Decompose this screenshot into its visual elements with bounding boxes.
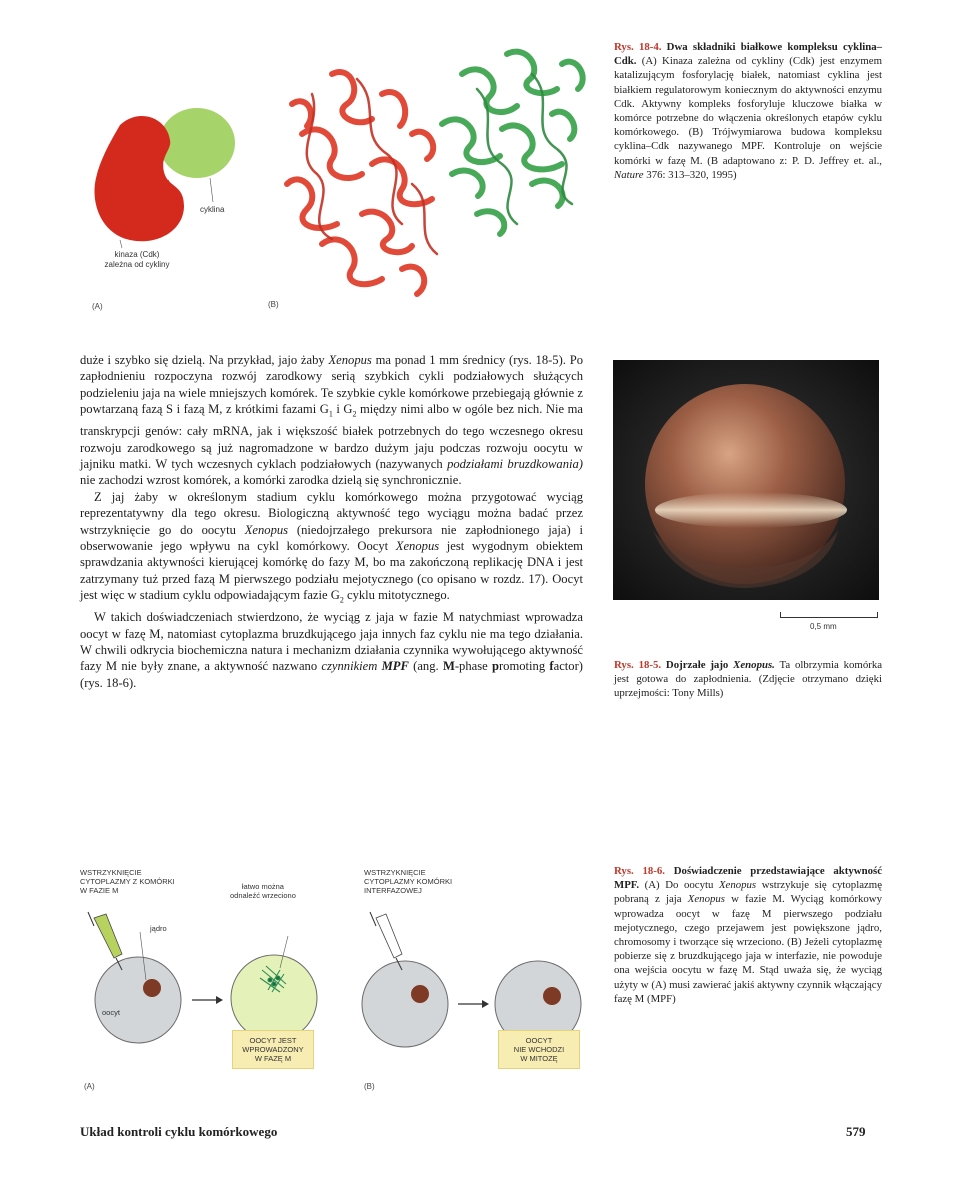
- result-box-a: OOCYT JEST WPROWADZONY W FAZĘ M: [232, 1030, 314, 1069]
- paragraph-1: duże i szybko się dzielą. Na przykład, jajo żaby Xenopus ma ponad 1 mm średnicy (rys. 18-5). Po zapłodnieniu rozpoczyna rozwój zarodkowy serią szybkich cykli podziałowych służących podzieleniu jaja na wiele mniejszych komórek. Te szybkie cykle komórkowe przebiegają głównie z powtarzaną fazą S i fazą M, z krótkimi fazami $G_1$ i $G_2$ między nimi albo w ogóle bez nich. Nie ma transkrypcji genów: cały mRNA, jak i większość białek potrzebnych do tego wczesnego okresu rozwoju zarodkowego są już nagromadzone w bardzo dużym jaju podczas rozwoju oocytu w jajniku matki. W tych wczesnych cyklach podziałowych (nazywanych podziałami bruzdkowania) nie zachodzi wzrost komórek, a komórki zarodka dzielą się synchronicznie.: [80, 353, 583, 488]
- cyclin-label: cyklina: [200, 205, 225, 214]
- cdk-cyclin-schematic: [80, 80, 280, 320]
- paragraph-3: W takich doświadczeniach stwierdzono, że wyciąg z jaja w fazie M natychmiast wprowadza oocyt w fazę M, natomiast cytoplazma bruzdkującego jaja innych faz cyklu nie ma tego działania. W chwili odkrycia biochemiczna natura i mechanizm działania czynnika wywołującego aktywność fazy M nie były znane, a aktywność nazwano czynnikiem MPF (ang. M-phase promoting factor) (rys. 18-6).: [80, 610, 583, 690]
- chapter-title-footer: Układ kontroli cyklu komórkowego: [80, 1124, 278, 1139]
- paragraph-2: Z jaj żaby w określonym stadium cyklu komórkowego można przygotować wyciąg reprezentatywny dla tego okresu. Biologiczną aktywność tego wyciągu można badać przez wstrzyknięcie go do oocytu Xenopus (niedojrzałego prekursora nie zapłodnionego jaja) i obserwowanie jego wpływu na cykl komórkowy. Oocyt Xenopus jest wygodnym obiektem sprawdzania aktywności kierującej komórkę do fazy M, bo ma zakończoną replikację DNA i jest zatrzymany tuż przed fazą M pierwszego podziału mejotycznego (co opisano w rozdz. 17). Oocyt jest więc w stadium cyklu odpowiadającym fazie $G_2$ cyklu mitotycznego.: [80, 489, 583, 605]
- figure-18-6: [80, 868, 600, 1098]
- figure-18-4-panel-a: [80, 80, 280, 320]
- panel-b-header: WSTRZYKNIĘCIE CYTOPLAZMY KOMÓRKI INTERFAZOWEJ: [364, 868, 453, 895]
- pipette-b: [376, 914, 402, 958]
- kinase-label: kinaza (Cdk) zależna od cykliny: [104, 250, 170, 269]
- panel-b-label: (B): [268, 300, 279, 309]
- arrow-b: [482, 1000, 489, 1008]
- fig186-panel-a-label: (A): [84, 1082, 95, 1091]
- oocyte-b-before: [362, 961, 448, 1047]
- scale-bar: [780, 612, 878, 618]
- panel-a-label: (A): [92, 302, 103, 311]
- nucleus-b: [411, 985, 429, 1003]
- nucleus-b-after: [543, 987, 561, 1005]
- oocyte-a-after: [231, 955, 317, 1041]
- fig186-panel-b-label: (B): [364, 1082, 375, 1091]
- nucleus-a: [143, 979, 161, 997]
- scale-bar-label: 0,5 mm: [810, 622, 837, 631]
- xenopus-egg-image: [613, 360, 879, 600]
- oocyte-a-before: [95, 957, 181, 1043]
- page-number: 579: [846, 1124, 866, 1139]
- cyclin-shape: [159, 108, 235, 178]
- figure-18-4-panel-b: [262, 34, 602, 314]
- pipette-a: [94, 914, 122, 958]
- figure-18-4-caption: Rys. 18-4. Dwa składniki białkowe kompleksu cyklina–Cdk. (A) Kinaza zależna od cykliny (Cdk) jest enzymem katalizującym fosforylację białek, natomiast cyklina jest białkiem regulatorowym koniecznym do aktywności enzymu Cdk. Aktywny kompleks fosforyluje kluczowe białka w komórce potrzebne do włączenia określonych etapów cyklu komórkowego. (B) Trójwymiarowa budowa kompleksu cyklina–Cdk nazywanego MPF. Kontroluje on wejście komórki w fazę M. (B adaptowano z: P. D. Jeffrey et. al., Nature 376: 313–320, 1995): [614, 41, 882, 181]
- nucleus-label: jądro: [150, 924, 167, 933]
- spindle-label: łatwo można odnaleźć wrzeciono: [230, 882, 296, 900]
- figure-18-5-photo: [613, 360, 879, 600]
- result-box-b: OOCYT NIE WCHODZI W MITOZĘ: [498, 1030, 580, 1069]
- protein-structure-image: [262, 34, 602, 314]
- figure-18-6-caption: Rys. 18-6. Doświadczenie przedstawiające aktywność MPF. (A) Do oocytu Xenopus wstrzykuje się cytoplazmę pobraną z jaja Xenopus w fazie M. Wyciąg komórkowy wprowadza oocyt w fazę M pierwszego podziału mejotycznego, czego przejawem jest powiększone jądro, chromosomy i tworzące się wrzeciono. (B) Jeżeli cytoplazmę pobierze się z bruzdkującego jaja w interfazie, nie powoduje ona wejścia oocytu w fazę M. Stąd uważa się, że wyciąg użyty w (A) musi zawierać jakiś aktywny czynnik włączający fazę M (MPF): [614, 865, 882, 1005]
- cyclin-ribbon: [442, 52, 583, 234]
- panel-a-header: WSTRZYKNIĘCIE CYTOPLAZMY Z KOMÓRKI W FAZIE M: [80, 868, 175, 895]
- arrow-a: [216, 996, 223, 1004]
- oocyte-label: oocyt: [102, 1008, 120, 1017]
- experiment-diagram: [80, 908, 600, 1048]
- main-body-text: [80, 352, 583, 691]
- figure-18-5-caption: Rys. 18-5. Dojrzałe jajo Xenopus. Ta olbrzymia komórka jest gotowa do zapłodnienia. (Zdjęcie otrzymano dzięki uprzejmości: Tony Mills): [614, 659, 883, 700]
